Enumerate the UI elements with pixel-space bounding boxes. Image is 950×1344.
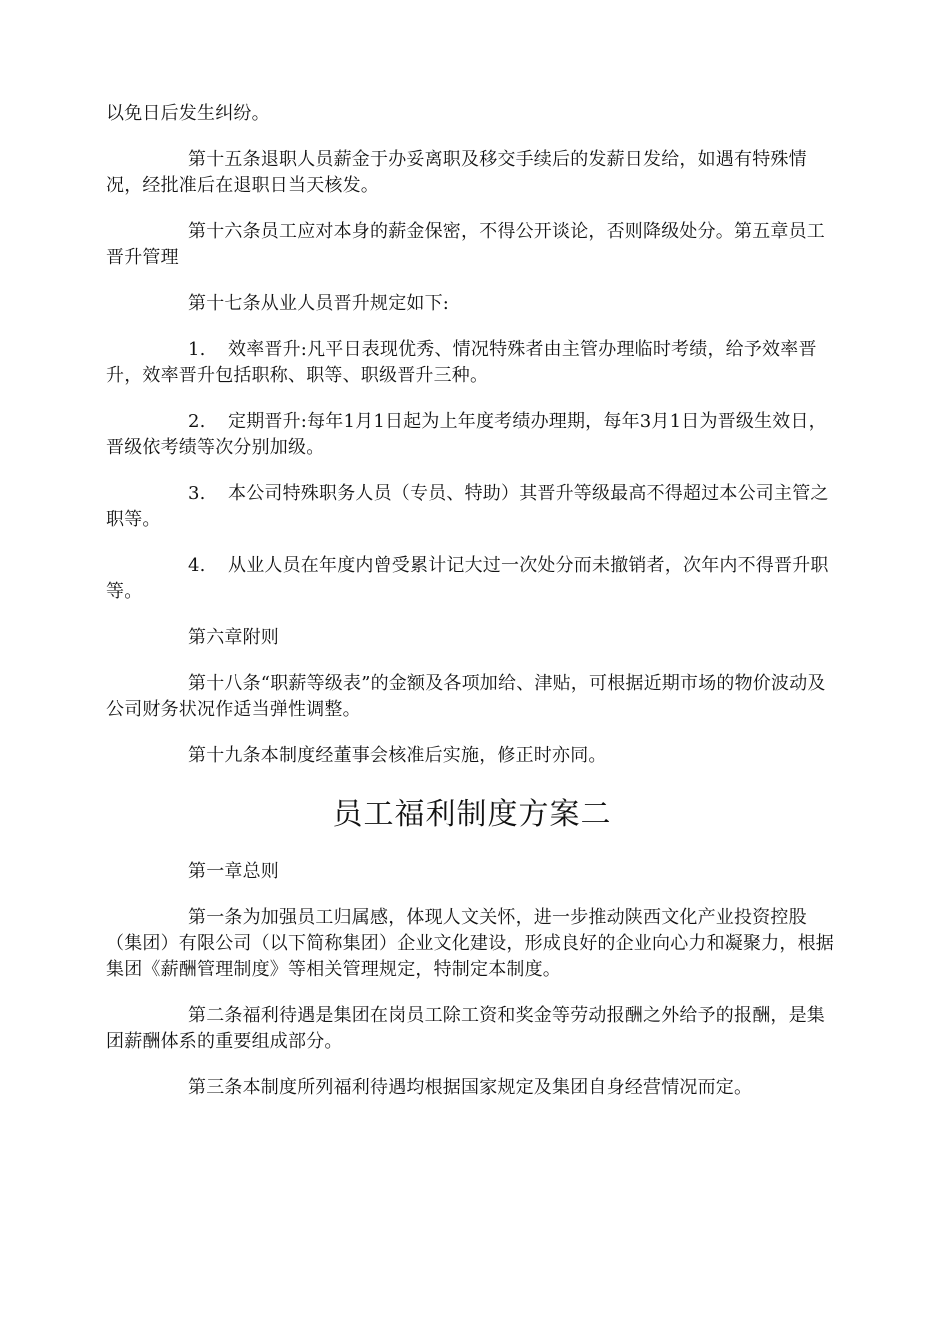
article-19: 第十九条本制度经董事会核准后实施，修正时亦同。 — [188, 745, 607, 766]
item-number: 4. — [188, 555, 206, 576]
item-number: 3. — [188, 483, 206, 504]
item-text: 定期晋升:每年1月1日起为上年度考绩办理期，每年3月1日为晋级生效日，晋级依考绩等次分别加级。 — [106, 411, 827, 458]
item-text: 本公司特殊职务人员（专员、特助）其晋升等级最高不得超过本公司主管之职等。 — [106, 483, 829, 530]
article-16: 第十六条员工应对本身的薪金保密，不得公开谈论，否则降级处分。第五章员工晋升管理 — [106, 221, 825, 268]
promotion-item-1 — [106, 337, 838, 389]
item-number: 1. — [188, 339, 206, 360]
article-18: 第十八条“职薪等级表”的金额及各项加给、津贴，可根据近期市场的物价波动及公司财务状况作适当弹性调整。 — [106, 673, 826, 720]
article-3: 第三条本制度所列福利待遇均根据国家规定及集团自身经营情况而定。 — [188, 1077, 753, 1098]
section-heading: 员工福利制度方案二 — [332, 797, 612, 832]
article-15: 第十五条退职人员薪金于办妥离职及移交手续后的发薪日发给，如遇有特殊情况，经批准后在退职日当天核发。 — [106, 149, 807, 196]
chapter-1-title: 第一章总则 — [188, 861, 279, 882]
promotion-item-4 — [106, 553, 838, 605]
document-content — [106, 101, 838, 1101]
promotion-item-3 — [106, 481, 838, 533]
article-17: 第十七条从业人员晋升规定如下: — [188, 293, 450, 314]
item-text: 从业人员在年度内曾受累计记大过一次处分而未撤销者，次年内不得晋升职等。 — [106, 555, 829, 602]
paragraph-continuation: 以免日后发生纠纷。 — [106, 103, 270, 124]
promotion-item-2 — [106, 409, 838, 461]
article-1: 第一条为加强员工归属感，体现人文关怀，进一步推动陕西文化产业投资控股（集团）有限公司（以下简称集团）企业文化建设，形成良好的企业向心力和凝聚力，根据集团《薪酬管理制度》等相关管理规定，特制定本制度。 — [106, 907, 834, 980]
article-2: 第二条福利待遇是集团在岗员工除工资和奖金等劳动报酬之外给予的报酬，是集团薪酬体系的重要组成部分。 — [106, 1005, 825, 1052]
item-text: 效率晋升:凡平日表现优秀、情况特殊者由主管办理临时考绩，给予效率晋升，效率晋升包括职称、职等、职级晋升三种。 — [106, 339, 817, 386]
item-number: 2. — [188, 411, 206, 432]
chapter-6-title: 第六章附则 — [188, 627, 279, 648]
